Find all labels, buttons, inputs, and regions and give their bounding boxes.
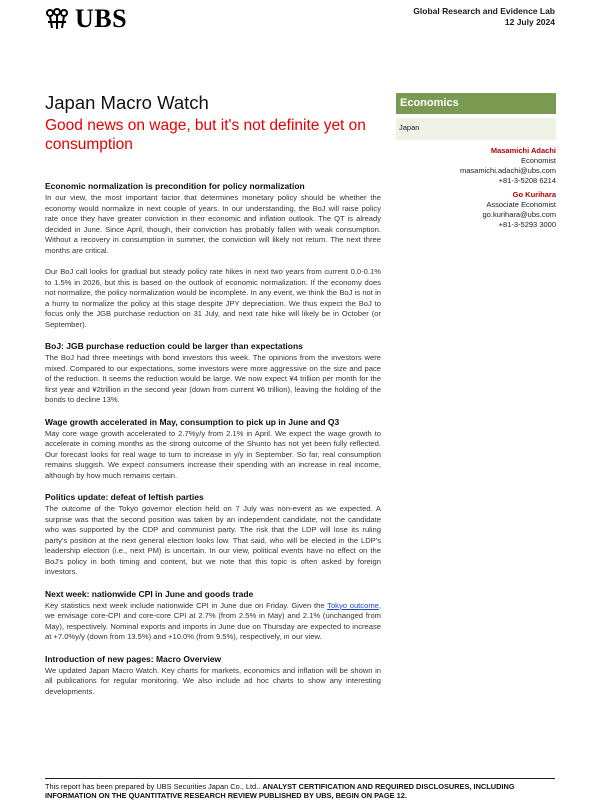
headline: Good news on wage, but it's not definite yet on consumption [45, 117, 366, 153]
section-heading: Politics update: defeat of leftish parties [45, 492, 204, 502]
author-phone: +81-3-5293 3000 [498, 220, 556, 229]
author-title: Associate Economist [486, 200, 556, 209]
category-band: Economics [396, 93, 556, 114]
author-name: Go Kurihara [512, 190, 556, 199]
report-date: 12 July 2024 [504, 17, 555, 27]
report-header [413, 6, 555, 28]
section-body [45, 601, 381, 643]
tokyo-outcome-link[interactable]: Tokyo outcome [327, 600, 379, 610]
keys-icon [45, 8, 69, 30]
section-body: Our BoJ call looks for gradual but steady policy rate hikes in next two years from current 0.0-0.1% to 1.5% in 2026, but this is based on the outlook of economic normalization. If the economy does not normalize, the policy normalization would be incomplete. In any event, we think the BoJ is not in a hurry to normalize the policy at this stage despite JPY depreciation. We thus expect the BoJ to focus only the JGB purchase reduction on 31 July, and next rate hike will likely be in October (or September). [45, 267, 381, 329]
author-title: Economist [520, 156, 556, 165]
author-name: Masamichi Adachi [490, 146, 556, 155]
country-tag: Japan [396, 118, 556, 140]
section-body: The outcome of the Tokyo governor election held on 7 July was non-event as we expected. A surprise was that the second position was taken by an independent candidate, not the candidate who was supported by the CDP and communist party. The risk that the LDP will lose its ruling party's position at the next general election looks low. That said, who will be elected in the LDP's leadership election (i.e., next PM) is uncertain. In our view, political events have no effect on the BoJ's policy in both timing and content, but we note that this topic is often asked by foreign investors. [45, 504, 381, 576]
body-text: Key statistics next week include nationwide CPI in June due on Friday. Given the [45, 600, 328, 610]
section-heading: Introduction of new pages: Macro Overview [45, 653, 222, 664]
sidebar [396, 93, 556, 230]
ubs-logo [45, 5, 127, 33]
brand-name: UBS [75, 4, 128, 33]
body-text: , we envisage core-CPI and core-core CPI at 2.7% (from 2.5% in May) and 2.1% (unchanged from May), respectively. Nominal exports and imports in June due on Thursday are expected to increase at +7.0%y/y (down from 13.5%) and +10.0% (from 9.5%), respectively, in our view. [45, 600, 381, 641]
author-block [396, 190, 556, 230]
author-email[interactable]: go.kurihara@ubs.com [482, 210, 556, 219]
footer-disclosure [45, 782, 560, 800]
footer-divider [45, 778, 555, 779]
section-heading: BoJ: JGB purchase reduction could be larger than expectations [45, 341, 303, 351]
section-body: May core wage growth accelerated to 2.7%y/y from 2.1% in April. We expect the wage growth to accelerate in coming months as the strong outcome of the Shunto has not yet been fully reflected. Our forecast looks for real wage to turn to increase in y/y in September. So far, real consumption remains sluggish. We expect consumers increase their spending with an increase in real income, although by how much remains certain. [45, 428, 381, 480]
section-heading: Next week: nationwide CPI in June and goods trade [45, 588, 254, 599]
footer-text: This report has been prepared by UBS Securities Japan Co., Ltd.. [45, 782, 263, 791]
series-title: Japan Macro Watch [45, 92, 209, 113]
section-heading: Economic normalization is precondition for policy normalization [45, 181, 305, 191]
section-body: In our view, the most important factor that determines monetary policy should be whether the economy would normalize in next couple of years. In our understanding, the BoJ will raise policy rate once they have greater conviction in their economic and inflation outlook. The QT is already decided in June. Since April, though, their conviction has probably fallen with weak consumption. Without a recovery in consumption in summer, the conviction will likely not return. The next three months are critical. [45, 193, 381, 255]
footer-disclosure-notice: ANALYST CERTIFICATION AND REQUIRED DISCLOSURES, INCLUDING INFORMATION ON THE QUANTITATIVE RESEARCH REVIEW PUBLISHED BY UBS, BEGIN ON PAGE 12. [45, 782, 515, 800]
author-block [396, 146, 556, 186]
section-heading: Wage growth accelerated in May, consumption to pick up in June and Q3 [45, 416, 340, 427]
author-phone: +81-3-5208 6214 [498, 176, 556, 185]
author-email[interactable]: masamichi.adachi@ubs.com [460, 166, 556, 175]
main-body [45, 181, 381, 708]
research-group: Global Research and Evidence Lab [413, 6, 555, 16]
section-body: We updated Japan Macro Watch. Key charts for markets, economics and inflation will be shown in all publications for regular monitoring. We also include ad hoc charts to show any interesting developments. [45, 665, 381, 696]
section-body: The BoJ had three meetings with bond investors this week. The opinions from the investors were mixed. Compared to our expectations, some investors were more aggressive on the size and pace of the reduction. It seems the reduction would be large. We now expect ¥4 trillion per month for the first year and ¥2trillion in the second year (down from current ¥6 trillion), leaving the holding of the bonds to decline 13%. [45, 353, 381, 404]
